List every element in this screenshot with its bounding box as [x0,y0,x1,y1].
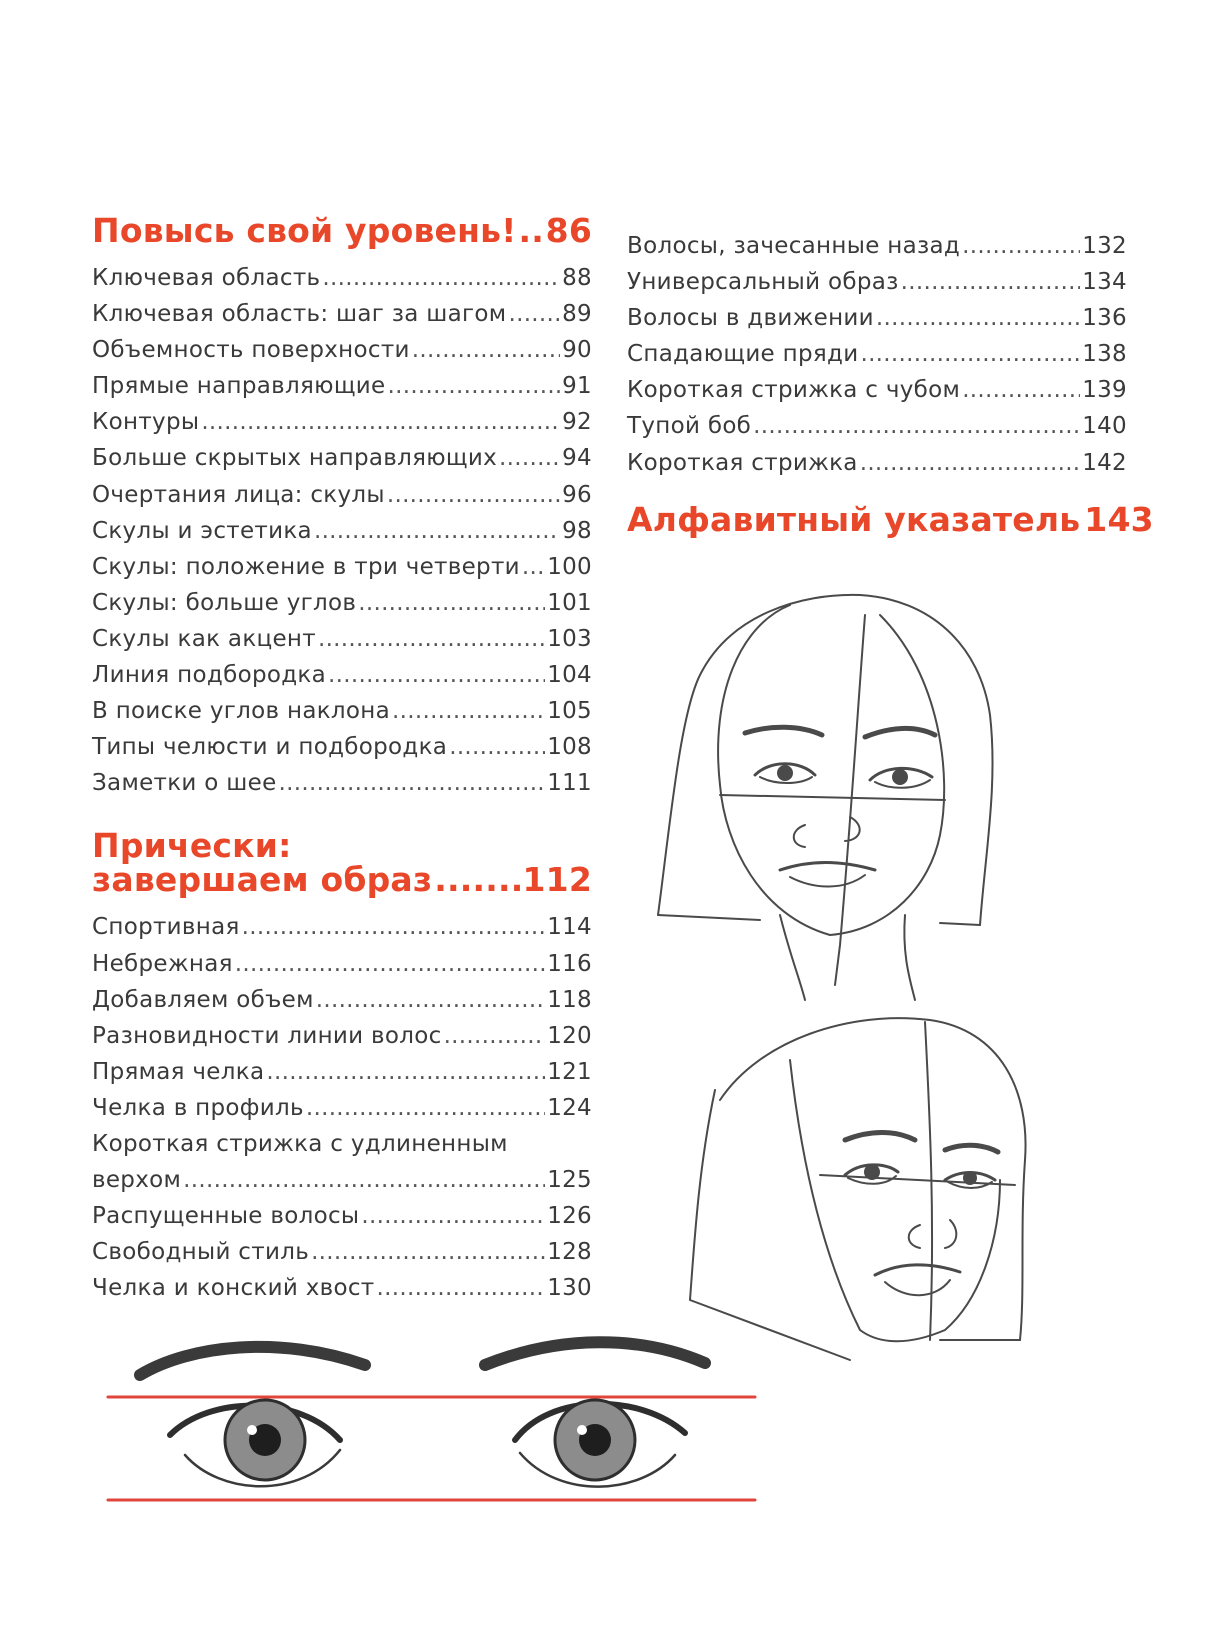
toc-entry-title: Свободный стиль [92,1239,310,1266]
toc-entry-title: Короткая стрижка [627,449,858,476]
toc-entry-title: Короткая стрижка с чубом [627,377,961,404]
toc-entry-title: Заметки о шее [92,770,277,797]
section-heading-index[interactable] [627,499,1154,539]
toc-entry-page: 94 [562,445,592,472]
toc-entry-page: 142 [1082,449,1127,476]
toc-entry-title: Больше скрытых направляющих [92,445,498,472]
section-page: 112 [522,860,592,900]
toc-entry[interactable] [92,549,592,585]
toc-entry[interactable] [627,372,1127,408]
toc-entry-title: Тупой боб [627,413,752,440]
toc-entry-title: Прямые направляющие [92,373,386,400]
toc-right-column [627,228,1154,539]
toc-entry-page: 140 [1082,413,1127,440]
toc-entry-page: 98 [562,517,592,544]
toc-entry-title-line2: верхом [92,1167,182,1194]
toc-entry[interactable] [627,300,1127,336]
toc-list-hairstyles [92,909,592,1126]
toc-entry-title: Добавляем объем [92,986,314,1013]
toc-entry-title: Челка и конский хвост [92,1275,375,1302]
toc-entry[interactable] [92,513,592,549]
section-page: 143 [1084,499,1154,539]
toc-entry[interactable] [92,729,592,765]
toc-entry-title: Волосы в движении [627,305,874,332]
toc-entry-title: Спортивная [92,914,240,941]
toc-entry[interactable] [92,946,592,982]
section-heading-level-up[interactable] [92,211,592,250]
toc-entry[interactable] [92,1018,592,1054]
toc-entry-page: 136 [1082,305,1127,332]
toc-entry-title: Разновидности линии волос [92,1022,442,1049]
toc-entry-title: Волосы, зачесанные назад [627,233,961,259]
toc-list-hairstyles-cont [92,1198,592,1306]
toc-entry[interactable] [92,404,592,440]
toc-entry-page: 88 [562,265,592,291]
toc-entry-page: 121 [547,1058,592,1085]
toc-entry-page: 118 [547,986,592,1013]
toc-entry-title: Скулы и эстетика [92,517,312,544]
toc-entry[interactable] [627,336,1127,372]
front-face-sketch [640,585,1020,1005]
toc-entry[interactable] [92,982,592,1018]
toc-entry-title: Объемность поверхности [92,337,410,364]
toc-entry-page: 91 [562,373,592,400]
toc-entry-page: 103 [547,625,592,652]
toc-entry-page: 114 [547,914,592,941]
toc-entry[interactable] [92,1054,592,1090]
toc-entry-page: 92 [562,409,592,436]
toc-entry-title: Ключевая область: шаг за шагом [92,301,507,328]
toc-entry[interactable] [92,332,592,368]
toc-entry-page: 134 [1082,269,1127,296]
toc-entry[interactable] [92,368,592,404]
toc-entry[interactable] [92,477,592,513]
toc-entry-page: 130 [547,1275,592,1302]
toc-entry-title: Спадающие пряди [627,341,859,368]
toc-entry-page: 124 [547,1094,592,1121]
toc-entry-page: 125 [547,1167,592,1194]
toc-entry-title: Ключевая область [92,265,321,291]
toc-entry-page: 101 [547,589,592,616]
section-title-line2: завершаем образ [92,860,433,900]
section-title-line1: Прически: [92,826,292,866]
toc-entry[interactable] [92,657,592,693]
section-title: Повысь свой уровень! [92,211,517,250]
toc-entry[interactable] [92,909,592,945]
toc-entry[interactable] [92,440,592,476]
toc-entry-page: 138 [1082,341,1127,368]
toc-entry-title: Типы челюсти и подбородка [92,734,448,761]
toc-entry-page: 139 [1082,377,1127,404]
toc-entry-title: Прямая челка [92,1058,265,1085]
section-heading-hairstyles[interactable] [92,826,592,900]
toc-entry-page: 126 [547,1203,592,1230]
toc-entry-title: Скулы: больше углов [92,589,357,616]
toc-entry-title: В поиске углов наклона [92,698,391,725]
toc-entry[interactable] [92,1090,592,1126]
toc-entry-title: Скулы как акцент [92,625,316,652]
section-page: 86 [545,211,592,250]
toc-entry[interactable] [92,1234,592,1270]
toc-entry-wrapped[interactable] [92,1126,592,1198]
toc-entry-page: 100 [547,553,592,580]
toc-left-column [92,211,592,1306]
toc-entry[interactable] [627,264,1127,300]
toc-entry-page: 104 [547,662,592,689]
toc-entry[interactable] [627,445,1127,481]
toc-entry-page: 116 [547,950,592,977]
toc-entry[interactable] [92,1270,592,1306]
toc-entry-page: 120 [547,1022,592,1049]
toc-entry-title: Контуры [92,409,200,436]
toc-entry-page: 132 [1082,233,1127,259]
toc-entry-title: Челка в профиль [92,1094,304,1121]
toc-entry-title: Универсальный образ [627,269,899,296]
section-title: Алфавитный указатель [627,499,1081,539]
eyes-sketch [100,1315,760,1545]
toc-entry-page: 89 [562,301,592,328]
toc-entry[interactable] [627,228,1127,264]
toc-entry[interactable] [92,765,592,801]
toc-entry-title: Небрежная [92,950,233,977]
toc-entry-title: Очертания лица: скулы [92,481,385,508]
toc-entry[interactable] [627,408,1127,444]
toc-entry-page: 108 [547,734,592,761]
toc-entry[interactable] [92,585,592,621]
toc-entry-page: 128 [547,1239,592,1266]
toc-entry-page: 90 [562,337,592,364]
toc-entry[interactable] [92,621,592,657]
toc-entry[interactable] [92,260,592,296]
toc-entry[interactable] [92,693,592,729]
toc-entry[interactable] [92,1198,592,1234]
toc-entry-title: Линия подбородка [92,662,327,689]
toc-list-right [627,228,1127,481]
toc-entry-page: 96 [562,481,592,508]
toc-list-level-up [92,260,592,801]
toc-entry-title: Распущенные волосы [92,1203,360,1230]
toc-entry-title-line1: Короткая стрижка с удлиненным [92,1130,508,1157]
toc-entry-title: Скулы: положение в три четверти [92,553,520,580]
toc-entry[interactable] [92,296,592,332]
toc-entry-page: 111 [547,770,592,797]
toc-entry-page: 105 [547,698,592,725]
